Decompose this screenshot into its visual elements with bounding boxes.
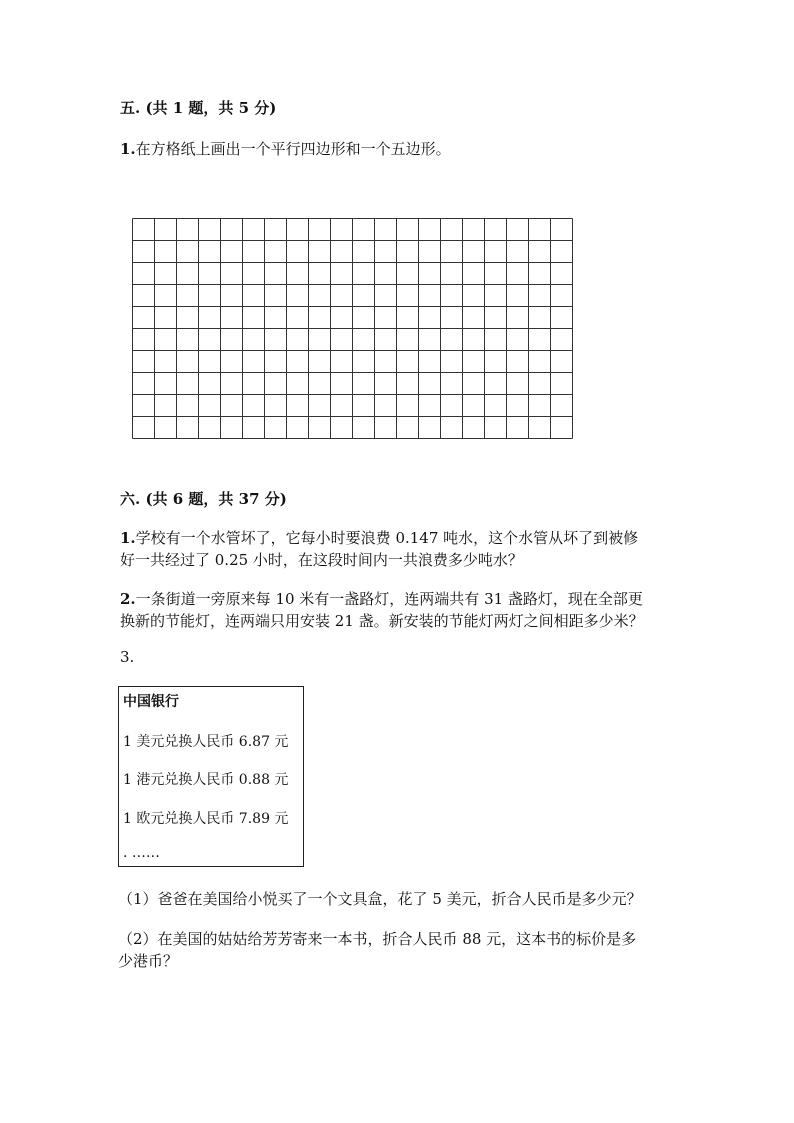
question-6-3-sub-1: （1）爸爸在美国给小悦买了一个文具盒，花了 5 美元，折合人民币是多少元？	[118, 890, 642, 908]
section-5-heading: 五. (共 1 题，共 5 分)	[120, 99, 277, 117]
question-text: 学校有一个水管坏了，它每小时要浪费 0.147 吨水，这个水管从坏了到被修	[135, 529, 639, 547]
grid-paper	[132, 218, 575, 440]
question-6-3-sub-2-line-1: （2）在美国的姑姑给芳芳寄来一本书，折合人民币 88 元，这本书的标价是多	[118, 930, 637, 948]
rate-more: . ……	[123, 845, 160, 861]
bank-exchange-box	[118, 686, 304, 867]
question-6-1-line-1	[120, 527, 638, 548]
question-6-2-line-2: 换新的节能灯，连两端只用安装 21 盏。新安装的节能灯两灯之间相距多少米？	[120, 612, 644, 630]
question-5-1	[120, 138, 451, 159]
rate-usd: 1 美元兑换人民币 6.87 元	[123, 734, 289, 750]
question-6-1-line-2: 好一共经过了 0.25 小时，在这段时间内一共浪费多少吨水？	[120, 551, 523, 569]
rate-hkd: 1 港元兑换人民币 0.88 元	[123, 772, 289, 788]
bank-title: 中国银行	[123, 694, 179, 710]
section-6-heading: 六. (共 6 题，共 37 分)	[120, 490, 287, 508]
question-number: 1.	[120, 140, 136, 158]
question-number: 1.	[120, 529, 136, 547]
rate-eur: 1 欧元兑换人民币 7.89 元	[123, 811, 289, 827]
question-number: 2.	[120, 590, 136, 608]
question-text: 一条街道一旁原来每 10 米有一盏路灯，连两端共有 31 盏路灯，现在全部更	[135, 590, 643, 608]
question-6-3-number: 3.	[120, 648, 135, 666]
question-6-2-line-1	[120, 588, 643, 609]
question-text: 在方格纸上画出一个平行四边形和一个五边形。	[135, 140, 451, 158]
question-6-3-sub-2-line-2: 少港币？	[118, 952, 179, 970]
